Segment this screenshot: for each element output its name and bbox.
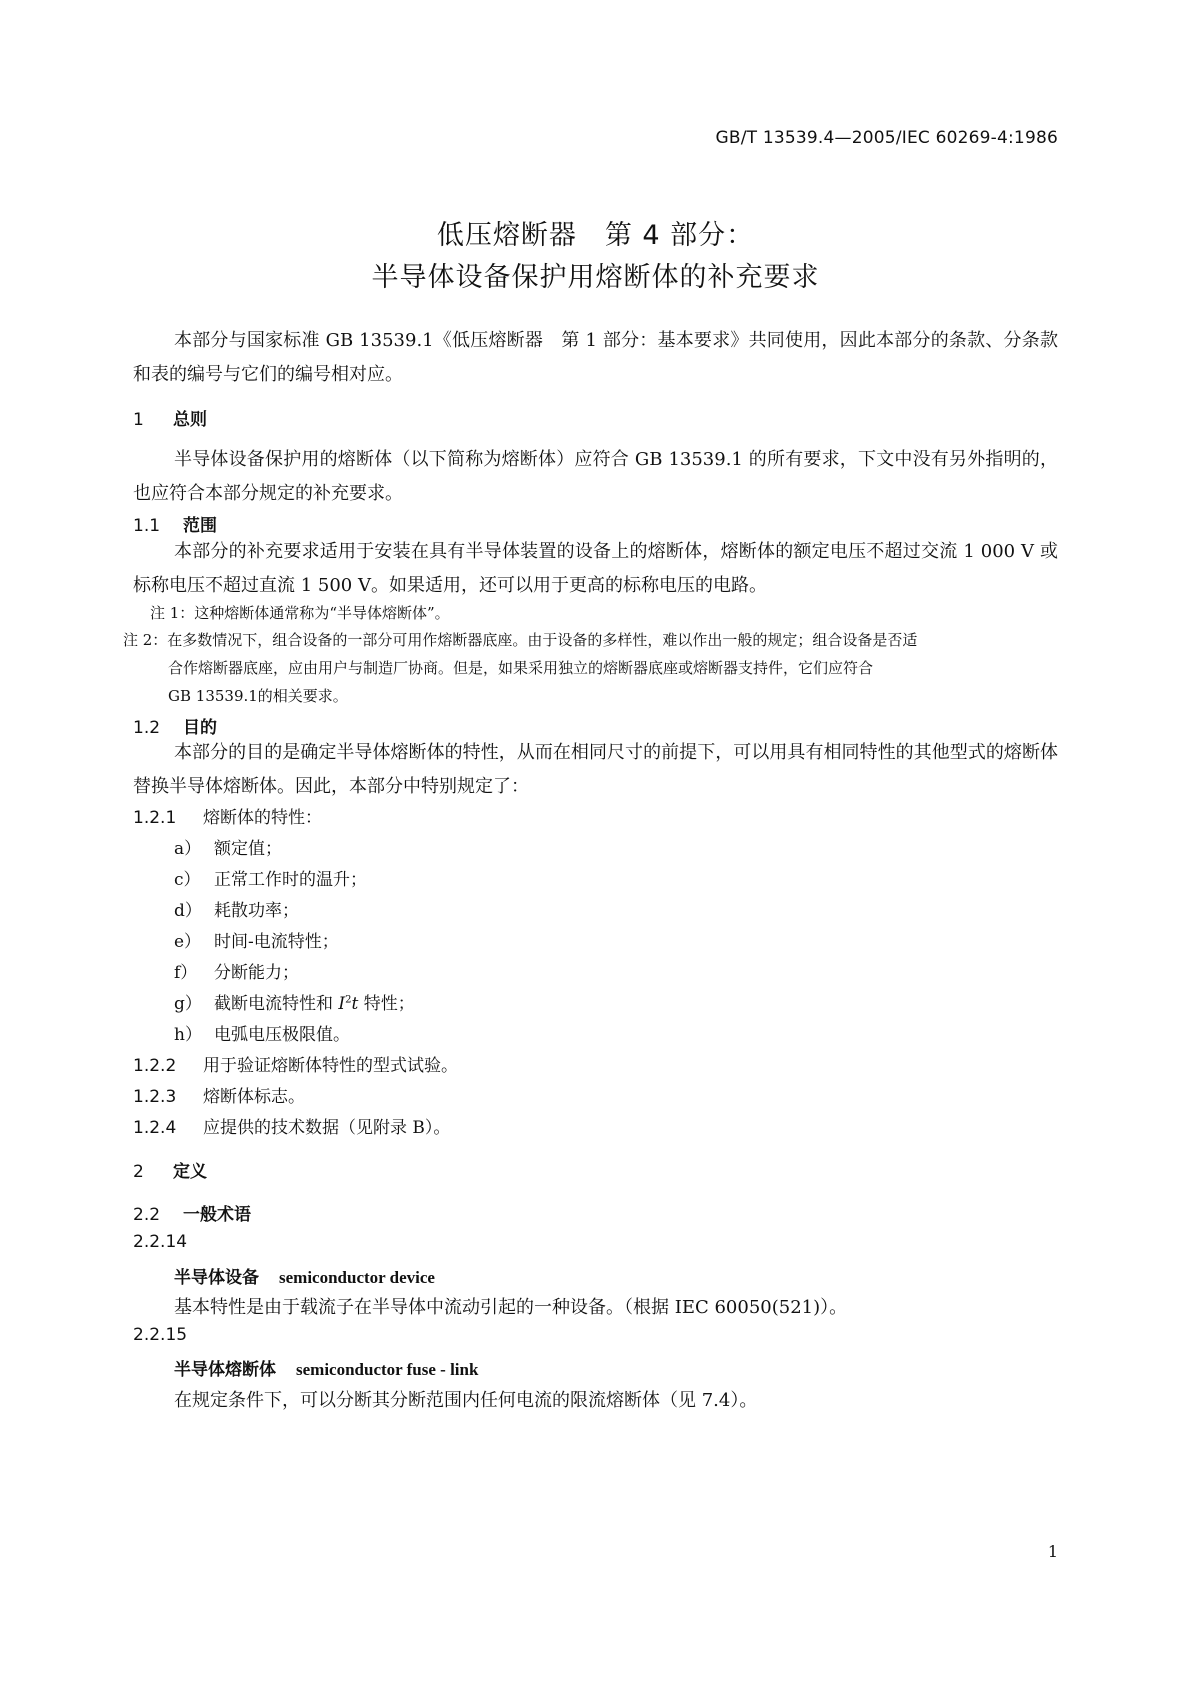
list-item: e） 时间-电流特性；: [174, 932, 339, 952]
section-number: 1: [133, 410, 144, 430]
term-2-2-14-number: 2.2.14: [133, 1232, 188, 1252]
clause-text: 用于验证熔断体特性的型式试验。: [203, 1056, 458, 1076]
list-item: g） 截断电流特性和 $I^2t$ 特性；: [174, 994, 415, 1014]
document-title-line2: 半导体设备保护用熔断体的补充要求: [371, 262, 820, 293]
section-number: 1.1: [133, 516, 161, 536]
clause-text: 熔断体的特性：: [203, 808, 322, 828]
section-1-1-heading: [133, 511, 217, 536]
clause-text: 熔断体标志。: [203, 1087, 305, 1107]
term-2-2-15-definition: 在规定条件下，可以分断其分断范围内任何电流的限流熔断体（见 7.4）。: [174, 1390, 758, 1411]
clause-1-2-1: [133, 803, 322, 828]
list-item: c） 正常工作时的温升；: [174, 870, 367, 890]
list-item: h） 电弧电压极限值。: [174, 1025, 350, 1045]
section-number: 2.2: [133, 1205, 161, 1225]
term-2-2-15-title: [174, 1355, 478, 1380]
term-2-2-15-number: 2.2.15: [133, 1325, 188, 1345]
standard-code: GB/T 13539.4—2005/IEC 60269-4:1986: [715, 128, 1058, 148]
page-number: 1: [1047, 1542, 1058, 1561]
section-2-2-heading: [133, 1200, 251, 1225]
term-zh: 半导体设备: [174, 1268, 259, 1288]
section-number: 1.2: [133, 718, 161, 738]
clause-1-2-3: [133, 1082, 305, 1107]
term-en: semiconductor fuse - link: [296, 1360, 479, 1379]
note-1: 注 1：这种熔断体通常称为“半导体熔断体”。: [150, 604, 450, 622]
list-item: d） 耗散功率；: [174, 901, 299, 921]
clause-1-2-2: [133, 1051, 458, 1076]
section-title: 范围: [183, 516, 217, 536]
note-2-line2: 合作熔断器底座，应由用户与制造厂协商。但是，如果采用独立的熔断器底座或熔断器支持件，它们应符合: [168, 659, 874, 677]
clause-number: 1.2.1: [133, 808, 177, 828]
clause-number: 1.2.4: [133, 1118, 177, 1138]
clause-1-2-4: [133, 1113, 450, 1138]
section-number: 2: [133, 1162, 144, 1182]
section-1-heading: [133, 405, 207, 430]
section-title: 目的: [183, 718, 217, 738]
document-title-line1: 低压熔断器 第 4 部分：: [436, 220, 755, 251]
term-en: semiconductor device: [279, 1268, 435, 1287]
section-1-1-paragraph: 本部分的补充要求适用于安装在具有半导体装置的设备上的熔断体，熔断体的额定电压不超过交流 1 000 V 或标称电压不超过直流 1 500 V。如果适用，还可以用于更高的标称电压的电路。: [133, 541, 1058, 596]
term-zh: 半导体熔断体: [174, 1360, 276, 1380]
clause-text: 应提供的技术数据（见附录 B）。: [203, 1118, 451, 1138]
term-2-2-14-definition: 基本特性是由于载流子在半导体中流动引起的一种设备。（根据 IEC 60050(521)）。: [174, 1297, 848, 1318]
note-2-line1: 注 2：在多数情况下，组合设备的一部分可用作熔断器底座。由于设备的多样性，难以作出一般的规定；组合设备是否适: [123, 631, 918, 649]
section-title: 定义: [173, 1162, 207, 1182]
section-1-2-paragraph: 本部分的目的是确定半导体熔断体的特性，从而在相同尺寸的前提下，可以用具有相同特性的其他型式的熔断体替换半导体熔断体。因此，本部分中特别规定了：: [133, 742, 1058, 797]
section-2-heading: [133, 1157, 207, 1182]
clause-number: 1.2.3: [133, 1087, 177, 1107]
clause-number: 1.2.2: [133, 1056, 177, 1076]
note-2-line3: GB 13539.1的相关要求。: [168, 687, 348, 705]
section-1-paragraph: 半导体设备保护用的熔断体（以下简称为熔断体）应符合 GB 13539.1 的所有要求，下文中没有另外指明的，也应符合本部分规定的补充要求。: [133, 449, 1058, 504]
list-item: a） 额定值；: [174, 839, 282, 859]
term-2-2-14-title: [174, 1263, 435, 1288]
section-title: 总则: [173, 410, 207, 430]
section-1-2-heading: [133, 713, 217, 738]
section-title: 一般术语: [183, 1205, 251, 1225]
list-item: f） 分断能力；: [174, 963, 299, 983]
intro-paragraph: 本部分与国家标准 GB 13539.1《低压熔断器 第 1 部分：基本要求》共同使用，因此本部分的条款、分条款和表的编号与它们的编号相对应。: [133, 330, 1058, 385]
